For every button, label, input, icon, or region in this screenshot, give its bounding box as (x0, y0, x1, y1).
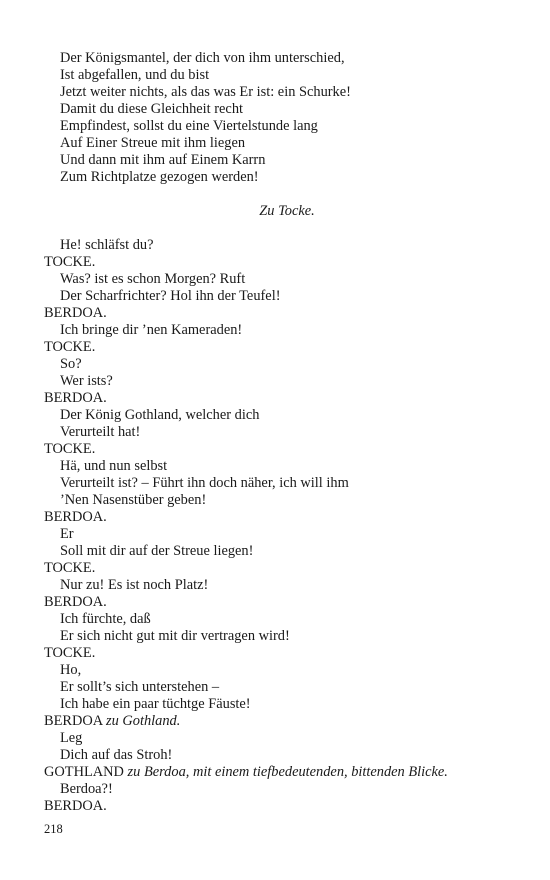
speaker-name: GOTHLAND (44, 764, 124, 780)
verse-line: Ich habe ein paar tüchtge Fäuste! (60, 696, 251, 712)
speaker-name: BERDOA. (44, 305, 107, 321)
verse-line: Empfindest, sollst du eine Viertelstunde lang (60, 118, 318, 134)
speaker-name: TOCKE. (44, 441, 96, 457)
verse-line: Wer ists? (60, 373, 113, 389)
verse-line: Auf Einer Streue mit ihm liegen (60, 135, 246, 151)
verse-line: Verurteilt hat! (60, 424, 141, 440)
verse-line: Der Scharfrichter? Hol ihn der Teufel! (60, 288, 281, 304)
verse-line: Ho, (60, 662, 82, 678)
verse-line: So? (60, 356, 82, 372)
verse-line: Was? ist es schon Morgen? Ruft (60, 271, 246, 287)
verse-line: Der König Gothland, welcher dich (60, 407, 260, 423)
stage-direction: Zu Tocke. (259, 203, 315, 219)
verse-line: Und dann mit ihm auf Einem Karrn (60, 152, 266, 168)
verse-line: Er (60, 526, 74, 542)
verse-line: Hä, und nun selbst (60, 458, 168, 474)
verse-line: Ich bringe dir ’nen Kameraden! (60, 322, 243, 338)
speaker-name: BERDOA. (44, 594, 107, 610)
speaker-name: TOCKE. (44, 254, 96, 270)
speaker-with-direction (44, 764, 514, 781)
verse-line: Nur zu! Es ist noch Platz! (60, 577, 209, 593)
verse-line: Damit du diese Gleichheit recht (60, 101, 244, 117)
speaker-name: TOCKE. (44, 645, 96, 661)
speaker-name: TOCKE. (44, 560, 96, 576)
spacer (44, 220, 514, 237)
verse-line: Er sich nicht gut mit dir vertragen wird! (60, 628, 290, 644)
speaker-name: BERDOA. (44, 390, 107, 406)
speaker-name: BERDOA. (44, 798, 107, 814)
verse-line: ’Nen Nasenstüber geben! (60, 492, 207, 508)
verse-line: Dich auf das Stroh! (60, 747, 173, 763)
stage-direction: zu Gothland. (105, 713, 181, 729)
speaker-name: TOCKE. (44, 339, 96, 355)
page-number: 218 (44, 822, 63, 836)
verse-line: Ist abgefallen, und du bist (60, 67, 210, 83)
verse-line: Berdoa?! (60, 781, 113, 797)
speaker-name: BERDOA. (44, 509, 107, 525)
verse-line: Soll mit dir auf der Streue liegen! (60, 543, 254, 559)
verse-line: He! schläfst du? (60, 237, 154, 253)
verse-line: Er sollt’s sich unterstehen – (60, 679, 220, 695)
verse-line: Verurteilt ist? – Führt ihn doch näher, ich will ihm (60, 475, 349, 491)
verse-line: Leg (60, 730, 83, 746)
verse-line: Jetzt weiter nichts, als das was Er ist: ein Schurke! (60, 84, 351, 100)
verse-line: Der Königsmantel, der dich von ihm unterschied, (60, 50, 345, 66)
spacer (44, 186, 514, 203)
speaker-name: BERDOA (44, 713, 103, 729)
stage-direction: zu Berdoa, mit einem tiefbedeutenden, bittenden Blicke. (127, 764, 448, 780)
speaker-with-direction (44, 713, 514, 730)
verse-line: Zum Richtplatze gezogen werden! (60, 169, 259, 185)
drama-text (44, 50, 514, 815)
verse-line: Ich fürchte, daß (60, 611, 151, 627)
